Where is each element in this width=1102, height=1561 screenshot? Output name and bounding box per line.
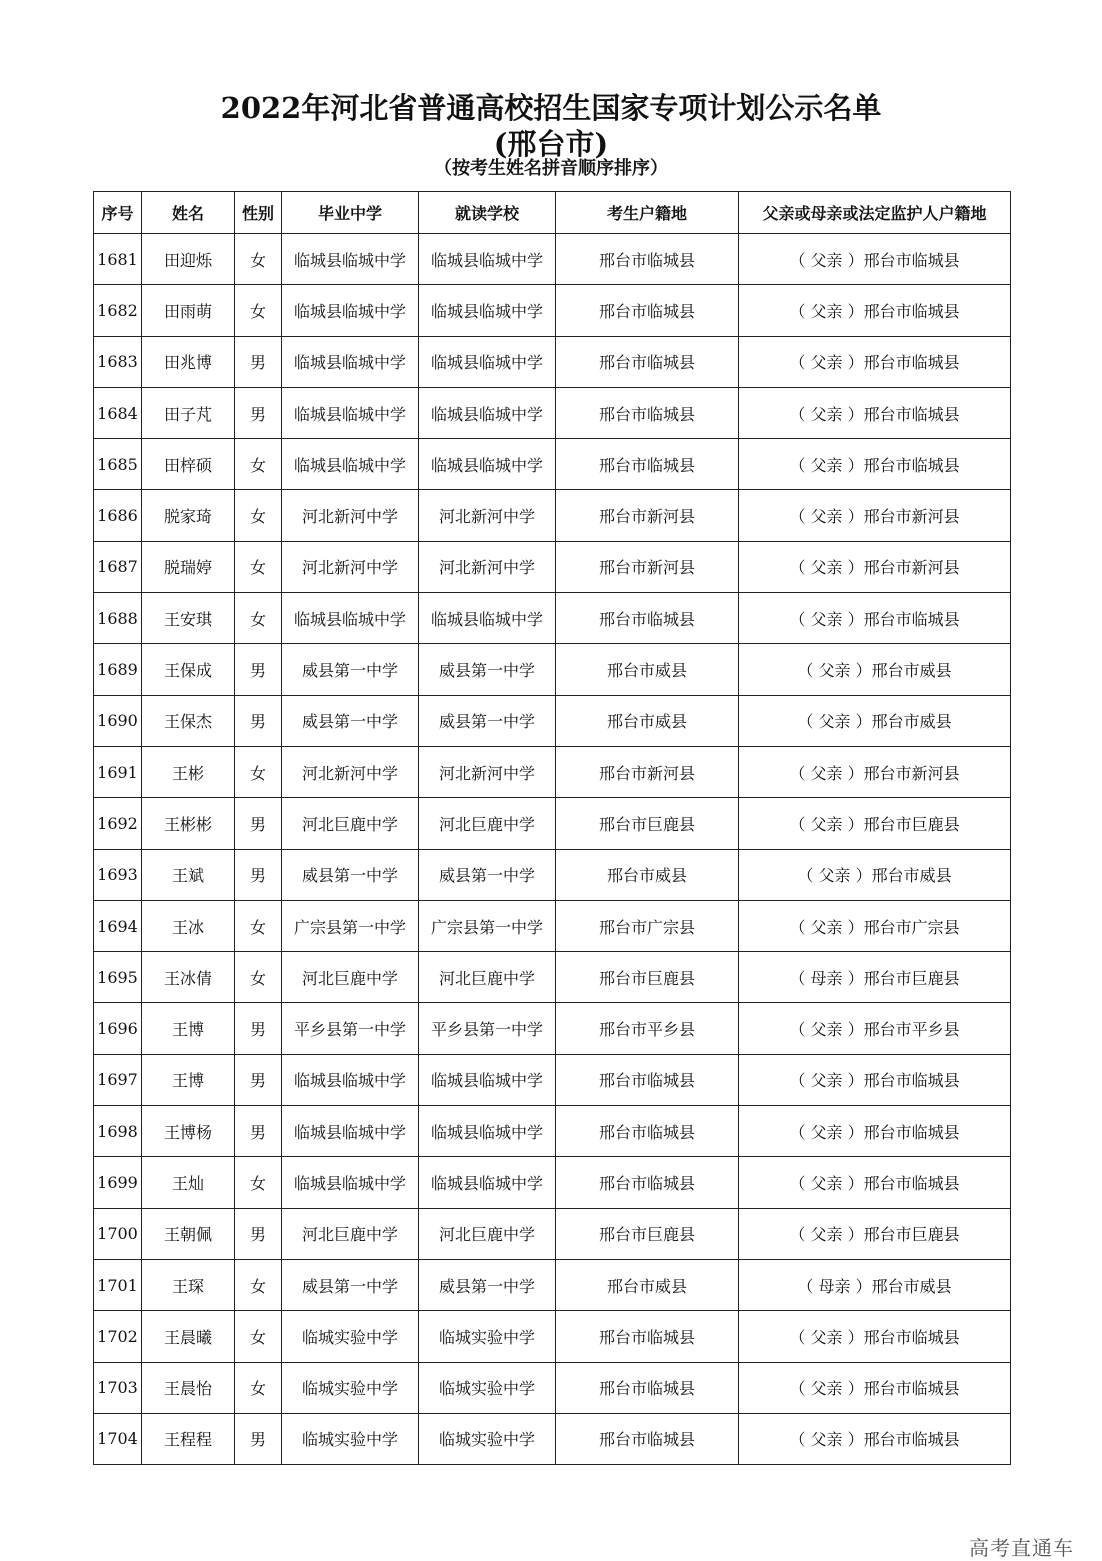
cell-seq: 1691 bbox=[94, 746, 142, 797]
cell-seq: 1696 bbox=[94, 1003, 142, 1054]
cell-guardian-residence: （ 父亲 ）邢台市新河县 bbox=[739, 541, 1011, 592]
cell-current-school: 河北新河中学 bbox=[419, 541, 556, 592]
cell-guardian-residence: （ 父亲 ）邢台市威县 bbox=[739, 644, 1011, 695]
header-gender: 性别 bbox=[235, 192, 282, 234]
cell-name: 脱瑞婷 bbox=[142, 541, 235, 592]
cell-current-school: 临城县临城中学 bbox=[419, 1157, 556, 1208]
cell-gender: 男 bbox=[235, 387, 282, 438]
cell-gender: 女 bbox=[235, 234, 282, 285]
cell-seq: 1694 bbox=[94, 900, 142, 951]
header-student-residence: 考生户籍地 bbox=[556, 192, 739, 234]
cell-current-school: 威县第一中学 bbox=[419, 849, 556, 900]
cell-guardian-residence: （ 父亲 ）邢台市临城县 bbox=[739, 1157, 1011, 1208]
cell-student-residence: 邢台市新河县 bbox=[556, 490, 739, 541]
cell-name: 王琛 bbox=[142, 1259, 235, 1310]
cell-seq: 1697 bbox=[94, 1054, 142, 1105]
cell-name: 王博 bbox=[142, 1054, 235, 1105]
cell-student-residence: 邢台市临城县 bbox=[556, 439, 739, 490]
cell-current-school: 临城实验中学 bbox=[419, 1311, 556, 1362]
cell-seq: 1701 bbox=[94, 1259, 142, 1310]
table-row bbox=[94, 1259, 1011, 1310]
cell-name: 王彬 bbox=[142, 746, 235, 797]
cell-guardian-residence: （ 父亲 ）邢台市巨鹿县 bbox=[739, 1208, 1011, 1259]
table-row bbox=[94, 490, 1011, 541]
cell-graduated-school: 威县第一中学 bbox=[282, 695, 419, 746]
table-row bbox=[94, 439, 1011, 490]
cell-seq: 1684 bbox=[94, 387, 142, 438]
cell-current-school: 临城县临城中学 bbox=[419, 285, 556, 336]
cell-gender: 女 bbox=[235, 900, 282, 951]
cell-current-school: 广宗县第一中学 bbox=[419, 900, 556, 951]
table-row bbox=[94, 234, 1011, 285]
cell-student-residence: 邢台市新河县 bbox=[556, 541, 739, 592]
cell-guardian-residence: （ 父亲 ）邢台市新河县 bbox=[739, 746, 1011, 797]
cell-current-school: 河北新河中学 bbox=[419, 746, 556, 797]
cell-name: 王程程 bbox=[142, 1413, 235, 1464]
table-row bbox=[94, 1311, 1011, 1362]
roster-table bbox=[93, 191, 1011, 1465]
cell-gender: 女 bbox=[235, 952, 282, 1003]
cell-student-residence: 邢台市临城县 bbox=[556, 1362, 739, 1413]
table-row bbox=[94, 746, 1011, 797]
cell-student-residence: 邢台市临城县 bbox=[556, 593, 739, 644]
table-row bbox=[94, 285, 1011, 336]
cell-student-residence: 邢台市威县 bbox=[556, 644, 739, 695]
cell-name: 田迎烁 bbox=[142, 234, 235, 285]
cell-student-residence: 邢台市临城县 bbox=[556, 1157, 739, 1208]
cell-seq: 1695 bbox=[94, 952, 142, 1003]
cell-student-residence: 邢台市临城县 bbox=[556, 387, 739, 438]
cell-guardian-residence: （ 父亲 ）邢台市临城县 bbox=[739, 1054, 1011, 1105]
table-row bbox=[94, 1362, 1011, 1413]
cell-guardian-residence: （ 母亲 ）邢台市巨鹿县 bbox=[739, 952, 1011, 1003]
cell-gender: 男 bbox=[235, 1208, 282, 1259]
cell-student-residence: 邢台市巨鹿县 bbox=[556, 1208, 739, 1259]
cell-gender: 男 bbox=[235, 336, 282, 387]
cell-current-school: 河北巨鹿中学 bbox=[419, 1208, 556, 1259]
cell-current-school: 威县第一中学 bbox=[419, 695, 556, 746]
cell-gender: 女 bbox=[235, 541, 282, 592]
cell-gender: 男 bbox=[235, 1413, 282, 1464]
cell-name: 王保成 bbox=[142, 644, 235, 695]
table-row bbox=[94, 1054, 1011, 1105]
cell-current-school: 临城县临城中学 bbox=[419, 593, 556, 644]
cell-gender: 女 bbox=[235, 593, 282, 644]
cell-seq: 1692 bbox=[94, 798, 142, 849]
cell-name: 王安琪 bbox=[142, 593, 235, 644]
cell-seq: 1698 bbox=[94, 1106, 142, 1157]
table-header-row bbox=[94, 192, 1011, 234]
cell-seq: 1704 bbox=[94, 1413, 142, 1464]
cell-seq: 1689 bbox=[94, 644, 142, 695]
cell-seq: 1681 bbox=[94, 234, 142, 285]
cell-graduated-school: 广宗县第一中学 bbox=[282, 900, 419, 951]
cell-name: 脱家琦 bbox=[142, 490, 235, 541]
cell-seq: 1699 bbox=[94, 1157, 142, 1208]
cell-current-school: 威县第一中学 bbox=[419, 1259, 556, 1310]
cell-guardian-residence: （ 父亲 ）邢台市临城县 bbox=[739, 439, 1011, 490]
cell-seq: 1685 bbox=[94, 439, 142, 490]
cell-guardian-residence: （ 父亲 ）邢台市临城县 bbox=[739, 1106, 1011, 1157]
header-current-school: 就读学校 bbox=[419, 192, 556, 234]
cell-gender: 男 bbox=[235, 1003, 282, 1054]
cell-graduated-school: 临城县临城中学 bbox=[282, 1054, 419, 1105]
cell-graduated-school: 河北新河中学 bbox=[282, 541, 419, 592]
cell-graduated-school: 临城县临城中学 bbox=[282, 1157, 419, 1208]
cell-guardian-residence: （ 父亲 ）邢台市临城县 bbox=[739, 336, 1011, 387]
cell-student-residence: 邢台市临城县 bbox=[556, 1413, 739, 1464]
cell-name: 王保杰 bbox=[142, 695, 235, 746]
cell-seq: 1683 bbox=[94, 336, 142, 387]
cell-current-school: 河北巨鹿中学 bbox=[419, 952, 556, 1003]
cell-name: 王彬彬 bbox=[142, 798, 235, 849]
cell-gender: 女 bbox=[235, 1362, 282, 1413]
cell-graduated-school: 河北新河中学 bbox=[282, 490, 419, 541]
cell-name: 王斌 bbox=[142, 849, 235, 900]
cell-gender: 男 bbox=[235, 1106, 282, 1157]
cell-guardian-residence: （ 父亲 ）邢台市临城县 bbox=[739, 1362, 1011, 1413]
cell-name: 王灿 bbox=[142, 1157, 235, 1208]
cell-gender: 女 bbox=[235, 1259, 282, 1310]
cell-current-school: 临城县临城中学 bbox=[419, 1054, 556, 1105]
table-row bbox=[94, 849, 1011, 900]
cell-student-residence: 邢台市威县 bbox=[556, 695, 739, 746]
cell-seq: 1688 bbox=[94, 593, 142, 644]
cell-guardian-residence: （ 父亲 ）邢台市临城县 bbox=[739, 234, 1011, 285]
cell-guardian-residence: （ 父亲 ）邢台市临城县 bbox=[739, 285, 1011, 336]
cell-gender: 女 bbox=[235, 285, 282, 336]
table-row bbox=[94, 387, 1011, 438]
cell-current-school: 临城县临城中学 bbox=[419, 387, 556, 438]
cell-graduated-school: 河北新河中学 bbox=[282, 746, 419, 797]
cell-guardian-residence: （ 父亲 ）邢台市临城县 bbox=[739, 387, 1011, 438]
cell-guardian-residence: （ 父亲 ）邢台市新河县 bbox=[739, 490, 1011, 541]
table-row bbox=[94, 1413, 1011, 1464]
cell-graduated-school: 临城县临城中学 bbox=[282, 1106, 419, 1157]
cell-graduated-school: 河北巨鹿中学 bbox=[282, 1208, 419, 1259]
cell-current-school: 临城实验中学 bbox=[419, 1413, 556, 1464]
cell-gender: 男 bbox=[235, 695, 282, 746]
cell-student-residence: 邢台市临城县 bbox=[556, 234, 739, 285]
cell-name: 王朝佩 bbox=[142, 1208, 235, 1259]
table-row bbox=[94, 900, 1011, 951]
cell-current-school: 临城县临城中学 bbox=[419, 439, 556, 490]
cell-guardian-residence: （ 父亲 ）邢台市威县 bbox=[739, 849, 1011, 900]
cell-name: 田子芃 bbox=[142, 387, 235, 438]
cell-seq: 1682 bbox=[94, 285, 142, 336]
document-subtitle: (邢台市) bbox=[493, 127, 609, 161]
table-row bbox=[94, 593, 1011, 644]
cell-guardian-residence: （ 父亲 ）邢台市威县 bbox=[739, 695, 1011, 746]
cell-guardian-residence: （ 父亲 ）邢台市广宗县 bbox=[739, 900, 1011, 951]
table-row bbox=[94, 1157, 1011, 1208]
cell-gender: 女 bbox=[235, 746, 282, 797]
cell-seq: 1703 bbox=[94, 1362, 142, 1413]
cell-name: 王晨曦 bbox=[142, 1311, 235, 1362]
cell-student-residence: 邢台市临城县 bbox=[556, 285, 739, 336]
cell-student-residence: 邢台市临城县 bbox=[556, 1054, 739, 1105]
header-graduated-school: 毕业中学 bbox=[282, 192, 419, 234]
cell-current-school: 平乡县第一中学 bbox=[419, 1003, 556, 1054]
table-row bbox=[94, 1003, 1011, 1054]
cell-current-school: 河北巨鹿中学 bbox=[419, 798, 556, 849]
cell-gender: 男 bbox=[235, 644, 282, 695]
cell-gender: 女 bbox=[235, 439, 282, 490]
cell-graduated-school: 威县第一中学 bbox=[282, 644, 419, 695]
cell-student-residence: 邢台市威县 bbox=[556, 1259, 739, 1310]
cell-gender: 女 bbox=[235, 490, 282, 541]
table-row bbox=[94, 798, 1011, 849]
cell-seq: 1702 bbox=[94, 1311, 142, 1362]
cell-seq: 1686 bbox=[94, 490, 142, 541]
table-row bbox=[94, 1208, 1011, 1259]
cell-current-school: 临城县临城中学 bbox=[419, 234, 556, 285]
cell-seq: 1693 bbox=[94, 849, 142, 900]
table-row bbox=[94, 1106, 1011, 1157]
cell-gender: 女 bbox=[235, 1157, 282, 1208]
cell-student-residence: 邢台市临城县 bbox=[556, 1106, 739, 1157]
cell-graduated-school: 威县第一中学 bbox=[282, 849, 419, 900]
cell-student-residence: 邢台市平乡县 bbox=[556, 1003, 739, 1054]
cell-guardian-residence: （ 父亲 ）邢台市临城县 bbox=[739, 1311, 1011, 1362]
table-row bbox=[94, 952, 1011, 1003]
cell-current-school: 临城县临城中学 bbox=[419, 1106, 556, 1157]
cell-graduated-school: 河北巨鹿中学 bbox=[282, 798, 419, 849]
cell-name: 田梓硕 bbox=[142, 439, 235, 490]
cell-name: 田雨萌 bbox=[142, 285, 235, 336]
cell-name: 王冰倩 bbox=[142, 952, 235, 1003]
cell-graduated-school: 临城县临城中学 bbox=[282, 439, 419, 490]
cell-seq: 1690 bbox=[94, 695, 142, 746]
sort-note: （按考生姓名拼音顺序排序） bbox=[434, 158, 668, 179]
table-row bbox=[94, 541, 1011, 592]
cell-guardian-residence: （ 父亲 ）邢台市临城县 bbox=[739, 1413, 1011, 1464]
document-title: 2022年河北省普通高校招生国家专项计划公示名单 bbox=[220, 91, 882, 125]
cell-name: 王博 bbox=[142, 1003, 235, 1054]
cell-graduated-school: 临城县临城中学 bbox=[282, 285, 419, 336]
cell-guardian-residence: （ 父亲 ）邢台市巨鹿县 bbox=[739, 798, 1011, 849]
cell-student-residence: 邢台市新河县 bbox=[556, 746, 739, 797]
header-seq: 序号 bbox=[94, 192, 142, 234]
cell-gender: 女 bbox=[235, 1311, 282, 1362]
cell-student-residence: 邢台市巨鹿县 bbox=[556, 798, 739, 849]
table-row bbox=[94, 695, 1011, 746]
cell-graduated-school: 威县第一中学 bbox=[282, 1259, 419, 1310]
cell-graduated-school: 临城县临城中学 bbox=[282, 234, 419, 285]
cell-graduated-school: 临城县临城中学 bbox=[282, 336, 419, 387]
cell-current-school: 河北新河中学 bbox=[419, 490, 556, 541]
watermark: 高考直通车 bbox=[969, 1536, 1074, 1560]
cell-graduated-school: 平乡县第一中学 bbox=[282, 1003, 419, 1054]
cell-name: 王晨怡 bbox=[142, 1362, 235, 1413]
header-guardian-residence: 父亲或母亲或法定监护人户籍地 bbox=[739, 192, 1011, 234]
cell-name: 王博杨 bbox=[142, 1106, 235, 1157]
cell-student-residence: 邢台市广宗县 bbox=[556, 900, 739, 951]
cell-graduated-school: 临城实验中学 bbox=[282, 1311, 419, 1362]
cell-graduated-school: 临城县临城中学 bbox=[282, 387, 419, 438]
cell-student-residence: 邢台市临城县 bbox=[556, 336, 739, 387]
cell-graduated-school: 临城实验中学 bbox=[282, 1362, 419, 1413]
table-row bbox=[94, 644, 1011, 695]
cell-guardian-residence: （ 母亲 ）邢台市威县 bbox=[739, 1259, 1011, 1310]
cell-student-residence: 邢台市临城县 bbox=[556, 1311, 739, 1362]
header-name: 姓名 bbox=[142, 192, 235, 234]
cell-name: 田兆博 bbox=[142, 336, 235, 387]
cell-seq: 1687 bbox=[94, 541, 142, 592]
cell-guardian-residence: （ 父亲 ）邢台市平乡县 bbox=[739, 1003, 1011, 1054]
table-body bbox=[94, 234, 1011, 1465]
cell-guardian-residence: （ 父亲 ）邢台市临城县 bbox=[739, 593, 1011, 644]
cell-gender: 男 bbox=[235, 798, 282, 849]
cell-current-school: 临城县临城中学 bbox=[419, 336, 556, 387]
cell-current-school: 临城实验中学 bbox=[419, 1362, 556, 1413]
cell-student-residence: 邢台市威县 bbox=[556, 849, 739, 900]
cell-graduated-school: 临城县临城中学 bbox=[282, 593, 419, 644]
cell-gender: 男 bbox=[235, 1054, 282, 1105]
table-row bbox=[94, 336, 1011, 387]
cell-gender: 男 bbox=[235, 849, 282, 900]
cell-graduated-school: 临城实验中学 bbox=[282, 1413, 419, 1464]
cell-name: 王冰 bbox=[142, 900, 235, 951]
cell-student-residence: 邢台市巨鹿县 bbox=[556, 952, 739, 1003]
cell-seq: 1700 bbox=[94, 1208, 142, 1259]
cell-graduated-school: 河北巨鹿中学 bbox=[282, 952, 419, 1003]
cell-current-school: 威县第一中学 bbox=[419, 644, 556, 695]
